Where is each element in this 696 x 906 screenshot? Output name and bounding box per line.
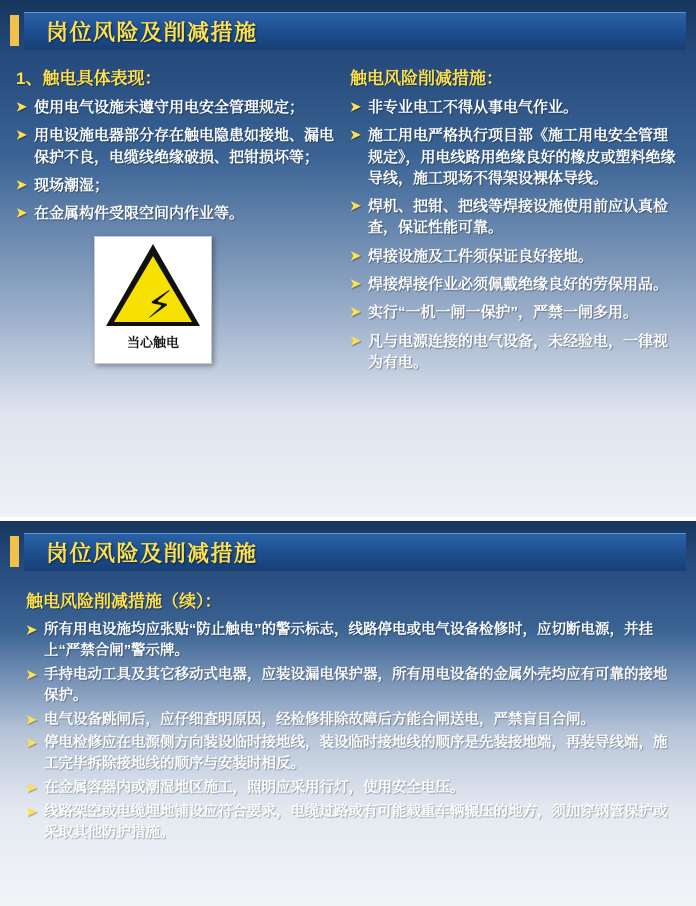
bullet-arrow-icon: ➤ <box>350 198 361 214</box>
list-item <box>350 246 680 267</box>
list-item-text: 焊机、把钳、把线等焊接设施使用前应认真检查，保证性能可靠。 <box>368 198 669 237</box>
warning-triangle-inner <box>114 256 192 328</box>
list-item <box>26 620 674 662</box>
list-item-text: 线路架空或电缆埋地铺设应符合要求，电缆过路或有可能载重车辆辗压的地方，须加穿钢管保护或采取其他防护措施。 <box>44 804 668 841</box>
list-item-text: 施工用电严格执行项目部《施工用电安全管理规定》，用电线路用绝缘良好的橡皮或塑料绝缘导线，施工现场不得架设裸体导线。 <box>368 127 676 187</box>
bullet-arrow-icon: ➤ <box>26 622 37 637</box>
list-item-text: 实行“一机一闸一保护”，严禁一闸多用。 <box>368 304 639 322</box>
electric-shock-warning-sign <box>94 236 212 364</box>
slide-2-body <box>0 571 696 844</box>
list-item-text: 凡与电源连接的电气设备，未经验电，一律视为有电。 <box>368 332 669 371</box>
list-item-text: 所有用电设施均应张贴“防止触电”的警示标志，线路停电或电气设备检修时，应切断电源，并挂上“严禁合闸”警示牌。 <box>44 622 653 659</box>
bullet-arrow-icon: ➤ <box>350 304 361 320</box>
bullet-arrow-icon: ➤ <box>350 332 361 348</box>
page-title: 岗位风险及削减措施 <box>46 541 258 566</box>
bullet-arrow-icon: ➤ <box>26 711 37 727</box>
list-item <box>26 778 674 799</box>
list-item <box>16 175 336 196</box>
list-item <box>26 710 674 731</box>
list-item <box>16 97 336 118</box>
list-item <box>350 331 680 374</box>
warning-triangle-icon <box>106 244 200 326</box>
left-heading: 1、触电具体表现： <box>16 69 162 88</box>
bullet-arrow-icon: ➤ <box>350 247 361 263</box>
list-item-text: 在金属构件受限空间内作业等。 <box>34 205 245 223</box>
list-item <box>26 802 674 844</box>
warning-sign-wrapper <box>94 236 212 364</box>
page-title: 岗位风险及削减措施 <box>46 20 258 45</box>
list-item-text: 电气设备跳闸后，应仔细查明原因，经检修排除故障后方能合闸送电，严禁盲目合闸。 <box>44 711 595 728</box>
list-item <box>350 97 680 118</box>
right-heading: 触电风险削减措施： <box>350 69 503 88</box>
warning-sign-caption: 当心触电 <box>126 335 179 351</box>
bullet-arrow-icon: ➤ <box>350 276 361 292</box>
list-item <box>16 125 336 168</box>
slide-2 <box>0 521 696 906</box>
list-item-text: 用电设施电器部分存在触电隐患如接地、漏电保护不良，电缆线绝缘破损、把钳损坏等； <box>34 127 335 166</box>
list-item-text: 非专业电工不得从事电气作业。 <box>368 99 579 116</box>
list-item-text: 焊接焊接作业必须佩戴绝缘良好的劳保用品。 <box>368 276 669 294</box>
bullet-arrow-icon: ➤ <box>26 780 37 796</box>
list-item-text: 焊接设施及工件须保证良好接地。 <box>368 247 594 265</box>
list-item <box>350 274 680 295</box>
list-item <box>350 196 680 239</box>
slide-1-columns <box>0 50 696 380</box>
bullet-arrow-icon: ➤ <box>16 99 27 114</box>
right-bullet-list <box>350 97 680 373</box>
list-item <box>26 665 674 707</box>
list-item <box>16 203 336 224</box>
right-column <box>350 64 680 380</box>
bullet-arrow-icon: ➤ <box>350 99 361 114</box>
left-bullet-list <box>16 97 336 224</box>
left-column <box>16 64 336 380</box>
bullet-arrow-icon: ➤ <box>26 804 37 819</box>
bullet-arrow-icon: ➤ <box>350 127 361 143</box>
bullet-arrow-icon: ➤ <box>16 176 27 192</box>
slide-2-title-band <box>10 533 686 571</box>
list-item-text: 在金属容器内或潮湿地区施工，照明应采用行灯，使用安全电压。 <box>44 780 465 797</box>
title-accent-bar <box>10 15 19 46</box>
list-item-text: 使用电气设施未遵守用电安全管理规定； <box>34 99 305 116</box>
bullet-arrow-icon: ➤ <box>16 205 27 221</box>
list-item <box>350 302 680 323</box>
list-item <box>350 125 680 189</box>
bullet-arrow-icon: ➤ <box>26 735 37 751</box>
list-item-text: 停电检修应在电源侧方向装设临时接地线，装设临时接地线的顺序是先装接地端，再装导线端，施工完毕拆除接地线的顺序与安装时相反。 <box>44 735 668 773</box>
bullet-arrow-icon: ➤ <box>26 666 37 682</box>
bullet-arrow-icon: ➤ <box>16 127 27 143</box>
lightning-bolt-icon: ⚡ <box>146 283 173 328</box>
list-item <box>26 733 674 775</box>
slide-2-bullet-list <box>26 620 674 844</box>
list-item-text: 现场潮湿； <box>34 176 110 194</box>
slide-2-heading: 触电风险削减措施（续）： <box>26 592 222 611</box>
slide-1-title-band <box>10 12 686 50</box>
title-accent-bar <box>10 536 19 567</box>
list-item-text: 手持电动工具及其它移动式电器，应装设漏电保护器，所有用电设备的金属外壳均应有可靠的接地保护。 <box>44 666 668 704</box>
